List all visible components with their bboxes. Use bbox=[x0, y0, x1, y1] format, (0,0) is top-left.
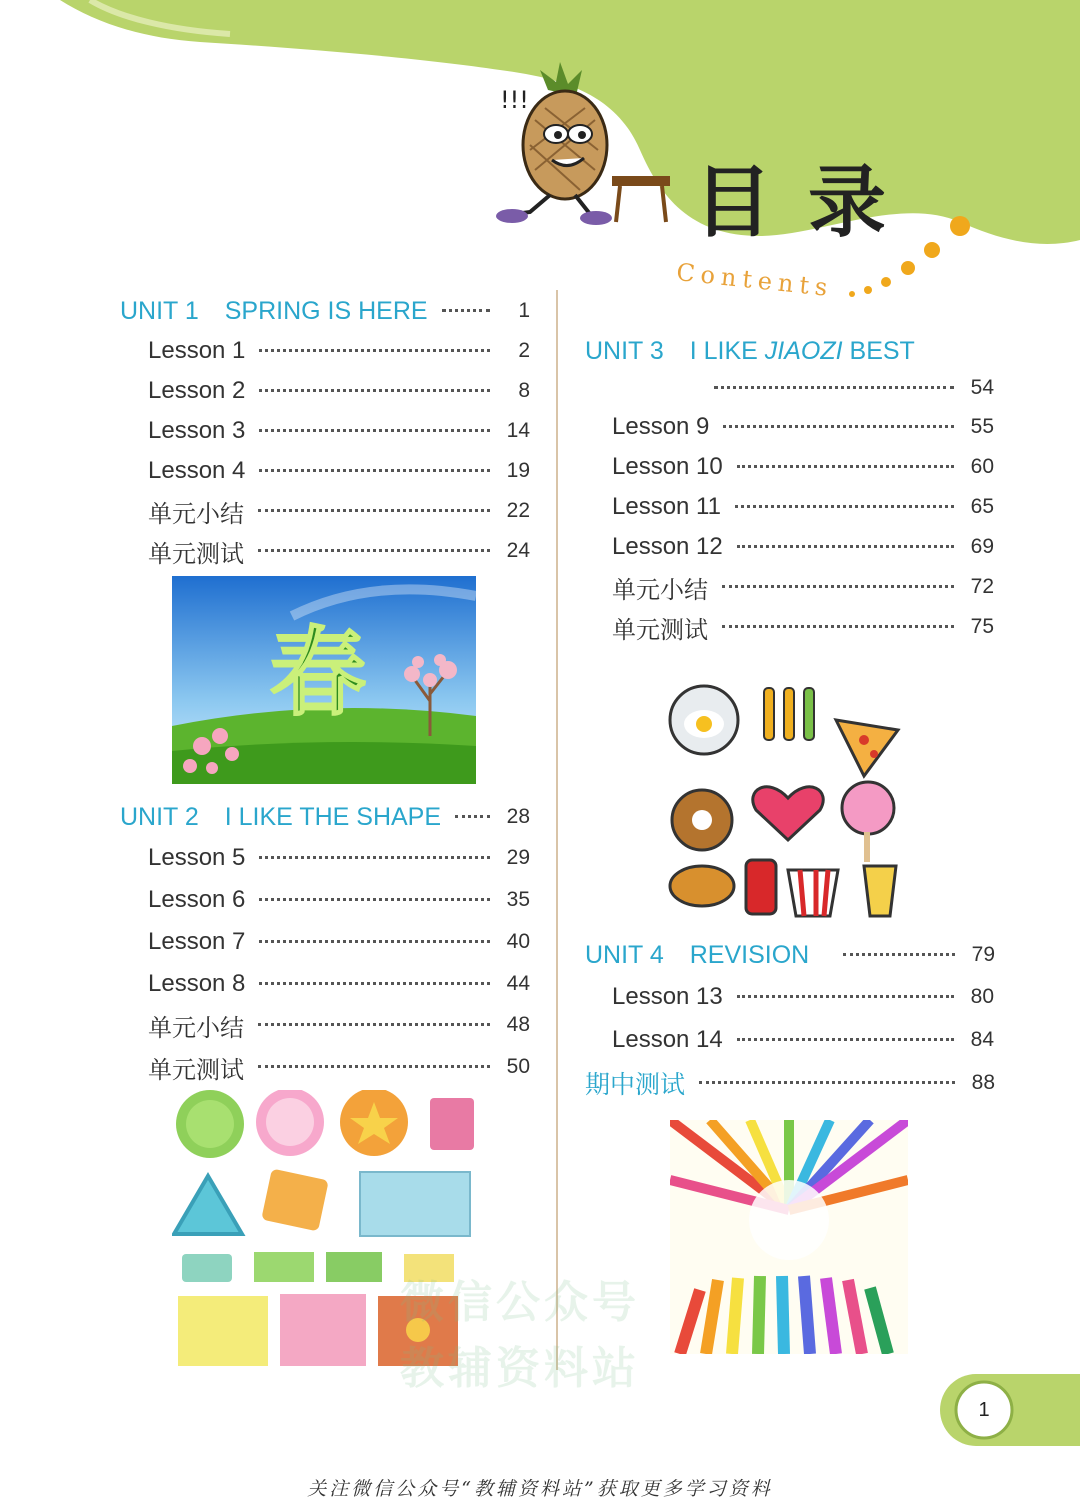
toc-entry-label: Lesson 7 bbox=[148, 928, 246, 955]
toc-entry[interactable] bbox=[148, 454, 530, 488]
toc-entry[interactable] bbox=[148, 883, 530, 917]
toc-entry-page: 80 bbox=[970, 985, 994, 1008]
toc-entry-label: Lesson 2 bbox=[148, 377, 246, 404]
leader-dots bbox=[737, 465, 954, 468]
unit-4-page: 79 bbox=[971, 943, 995, 966]
unit-4-label: UNIT 4 REVISION bbox=[585, 940, 810, 969]
toc-entry-label: 单元测试 bbox=[148, 540, 244, 568]
toc-entry-label: Lesson 6 bbox=[148, 886, 246, 913]
toc-entry-label: Lesson 3 bbox=[148, 417, 246, 444]
leader-dots bbox=[737, 545, 954, 548]
page-title: 目录 bbox=[694, 158, 923, 248]
toc-entry[interactable] bbox=[612, 1023, 994, 1057]
midterm-row[interactable] bbox=[585, 1066, 995, 1100]
toc-entry[interactable] bbox=[148, 967, 530, 1001]
toc-entry[interactable] bbox=[148, 374, 530, 408]
footer-note: 关注微信公众号“教辅资料站”获取更多学习资料 bbox=[307, 1478, 773, 1500]
leader-dots bbox=[258, 1023, 490, 1026]
toc-entry-label: 单元测试 bbox=[612, 616, 708, 644]
toc-entry-page: 50 bbox=[506, 1055, 530, 1078]
leader-dots bbox=[259, 469, 490, 472]
toc-entry-page: 75 bbox=[970, 615, 994, 638]
toc-entry-page: 14 bbox=[506, 419, 530, 442]
leader-dots bbox=[259, 856, 490, 859]
contents-subtitle: Contents bbox=[675, 258, 835, 303]
toc-entry-label: Lesson 4 bbox=[148, 457, 246, 484]
svg-text:!!!: !!! bbox=[500, 86, 529, 114]
leader-dots bbox=[259, 349, 490, 352]
toc-entry-page: 19 bbox=[506, 459, 530, 482]
unit-4-row[interactable] bbox=[585, 938, 995, 972]
leader-dots bbox=[259, 940, 490, 943]
leader-dots bbox=[843, 953, 955, 956]
leader-dots bbox=[723, 425, 954, 428]
toc-entry[interactable] bbox=[148, 1008, 530, 1042]
toc-entry-label: Lesson 9 bbox=[612, 413, 710, 440]
toc-entry-page: 44 bbox=[506, 972, 530, 995]
toc-entry-page: 2 bbox=[518, 339, 530, 362]
leader-dots bbox=[259, 982, 490, 985]
toc-entry[interactable] bbox=[148, 334, 530, 368]
page-number: 1 bbox=[978, 1399, 990, 1421]
unit-2-page: 28 bbox=[506, 805, 530, 828]
toc-entry[interactable] bbox=[612, 570, 994, 604]
unit-3-label: UNIT 3 I LIKE JIAOZI BEST bbox=[585, 336, 915, 365]
leader-dots bbox=[722, 585, 954, 588]
toc-entry-page: 29 bbox=[506, 846, 530, 869]
watermark-line-2: 教辅资料站 bbox=[400, 1344, 640, 1393]
toc-entry-label: 单元小结 bbox=[148, 1014, 244, 1042]
leader-dots bbox=[259, 429, 490, 432]
toc-entry[interactable] bbox=[148, 1050, 530, 1084]
unit-2-label: UNIT 2 I LIKE THE SHAPE bbox=[120, 802, 442, 831]
leader-dots bbox=[737, 995, 954, 998]
toc-entry-page: 72 bbox=[970, 575, 994, 598]
toc-entry-page: 40 bbox=[506, 930, 530, 953]
toc-entry-label: Lesson 13 bbox=[612, 983, 723, 1010]
midterm-label: 期中测试 bbox=[585, 1071, 686, 1099]
leader-dots bbox=[258, 549, 490, 552]
unit-1-row[interactable] bbox=[120, 294, 530, 328]
toc-entry-page: 84 bbox=[970, 1028, 994, 1051]
toc-entry-label: Lesson 12 bbox=[612, 533, 723, 560]
toc-entry[interactable] bbox=[148, 925, 530, 959]
toc-entry[interactable] bbox=[148, 841, 530, 875]
leader-dots bbox=[259, 389, 490, 392]
unit-3-page-row[interactable] bbox=[700, 371, 994, 405]
toc-entry[interactable] bbox=[148, 414, 530, 448]
unit-3-row[interactable] bbox=[585, 334, 995, 368]
toc-entry-label: 单元测试 bbox=[148, 1056, 244, 1084]
toc-entry-label: Lesson 10 bbox=[612, 453, 723, 480]
leader-dots bbox=[714, 386, 954, 389]
spring-illustration bbox=[172, 576, 476, 784]
unit-3-page: 54 bbox=[970, 376, 994, 399]
toc-entry-page: 22 bbox=[506, 499, 530, 522]
watermark-line-1: 微信公众号 bbox=[400, 1278, 640, 1327]
toc-entry-label: Lesson 5 bbox=[148, 844, 246, 871]
leader-dots bbox=[735, 505, 954, 508]
toc-entry[interactable] bbox=[612, 980, 994, 1014]
unit-1-label: UNIT 1 SPRING IS HERE bbox=[120, 296, 428, 325]
leader-dots bbox=[455, 815, 490, 818]
food-illustration bbox=[668, 680, 908, 920]
spring-character: 春 bbox=[270, 617, 366, 729]
leader-dots bbox=[699, 1081, 955, 1084]
toc-entry-page: 35 bbox=[506, 888, 530, 911]
toc-entry[interactable] bbox=[612, 530, 994, 564]
toc-entry-page: 65 bbox=[970, 495, 994, 518]
column-divider bbox=[556, 290, 558, 1370]
leader-dots bbox=[722, 625, 954, 628]
leader-dots bbox=[737, 1038, 954, 1041]
toc-entry[interactable] bbox=[148, 494, 530, 528]
leader-dots bbox=[258, 1065, 490, 1068]
unit-2-row[interactable] bbox=[120, 800, 530, 834]
leader-dots bbox=[442, 309, 490, 312]
toc-entry-label: Lesson 1 bbox=[148, 337, 246, 364]
watermark bbox=[400, 1270, 640, 1402]
leader-dots bbox=[259, 898, 490, 901]
toc-entry-label: 单元小结 bbox=[148, 500, 244, 528]
toc-entry-page: 60 bbox=[970, 455, 994, 478]
toc-entry-page: 8 bbox=[518, 379, 530, 402]
toc-entry[interactable] bbox=[612, 610, 994, 644]
pencils-illustration bbox=[670, 1120, 908, 1354]
toc-entry[interactable] bbox=[148, 534, 530, 568]
page-number-tab bbox=[940, 1374, 1080, 1446]
toc-entry[interactable] bbox=[612, 450, 994, 484]
unit-1-page: 1 bbox=[518, 299, 530, 322]
toc-entry-label: Lesson 8 bbox=[148, 970, 246, 997]
toc-entry-page: 69 bbox=[970, 535, 994, 558]
midterm-page: 88 bbox=[971, 1071, 995, 1094]
toc-entry-page: 24 bbox=[506, 539, 530, 562]
leader-dots bbox=[258, 509, 490, 512]
toc-entry-label: 单元小结 bbox=[612, 576, 708, 604]
toc-entry-page: 48 bbox=[506, 1013, 530, 1036]
toc-entry-label: Lesson 14 bbox=[612, 1026, 723, 1053]
toc-entry[interactable] bbox=[612, 410, 994, 444]
toc-entry-page: 55 bbox=[970, 415, 994, 438]
toc-entry[interactable] bbox=[612, 490, 994, 524]
toc-entry-label: Lesson 11 bbox=[612, 493, 721, 520]
